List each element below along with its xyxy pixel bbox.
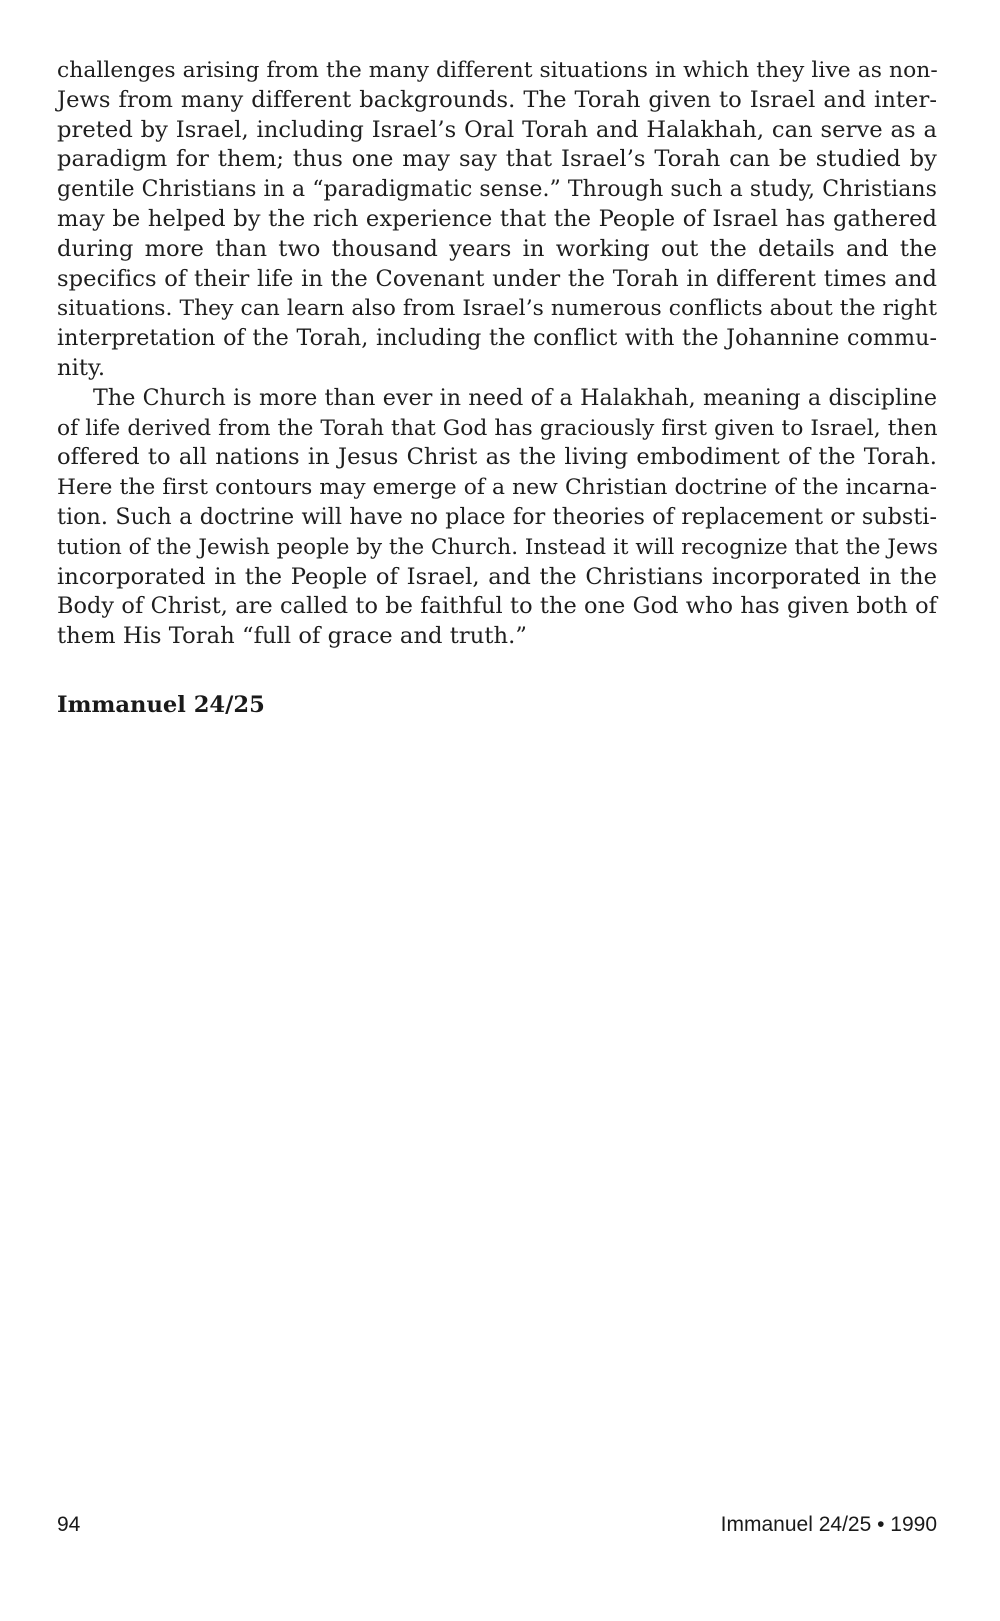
text-line: tion. Such a doctrine will have no place for theories of replacement or substi- bbox=[57, 503, 937, 530]
text-line: during more than two thousand years in working out the details and the bbox=[57, 235, 937, 262]
text-line: situations. They can learn also from Israel’s numerous conflicts about the right bbox=[57, 296, 937, 322]
text-line: tution of the Jewish people by the Church. Instead it will recognize that the Jews bbox=[57, 534, 939, 560]
page-number: 94 bbox=[57, 1513, 81, 1536]
text-line: may be helped by the rich experience that the People of Israel has gathered bbox=[57, 205, 937, 232]
text-line: interpretation of the Torah, including the conflict with the Johannine commu- bbox=[57, 325, 937, 352]
text-line: preted by Israel, including Israel’s Oral Torah and Halakhah, can serve as a bbox=[57, 116, 937, 143]
text-line: Here the first contours may emerge of a new Christian doctrine of the incarna- bbox=[57, 475, 937, 501]
text-line: gentile Christians in a “paradigmatic sense.” Through such a study, Christians bbox=[57, 177, 937, 203]
text-line: offered to all nations in Jesus Christ as the living embodiment of the Torah. bbox=[57, 444, 937, 471]
text-line: of life derived from the Torah that God has graciously first given to Israel, then bbox=[57, 415, 938, 441]
paragraph-1 bbox=[57, 56, 937, 384]
text-line: The Church is more than ever in need of a Halakhah, meaning a discipline bbox=[93, 384, 937, 411]
text-line: paradigm for them; thus one may say that Israel’s Torah can be studied by bbox=[57, 146, 937, 173]
text-line: them His Torah “full of grace and truth.” bbox=[57, 623, 527, 650]
text-line: challenges arising from the many different situations in which they live as non- bbox=[57, 58, 938, 83]
text-line: Body of Christ, are called to be faithful to the one God who has given both of bbox=[57, 593, 937, 620]
article-signoff: Immanuel 24/25 bbox=[57, 692, 265, 718]
text-line: Jews from many different backgrounds. The Torah given to Israel and inter- bbox=[57, 86, 937, 113]
journal-footer: Immanuel 24/25 • 1990 bbox=[720, 1513, 937, 1536]
text-line: specifics of their life in the Covenant under the Torah in different times and bbox=[57, 265, 937, 292]
paragraph-2 bbox=[57, 384, 937, 652]
text-line: incorporated in the People of Israel, and the Christians incorporated in the bbox=[57, 563, 937, 590]
text-line: nity. bbox=[57, 354, 106, 381]
article-body bbox=[57, 56, 937, 652]
